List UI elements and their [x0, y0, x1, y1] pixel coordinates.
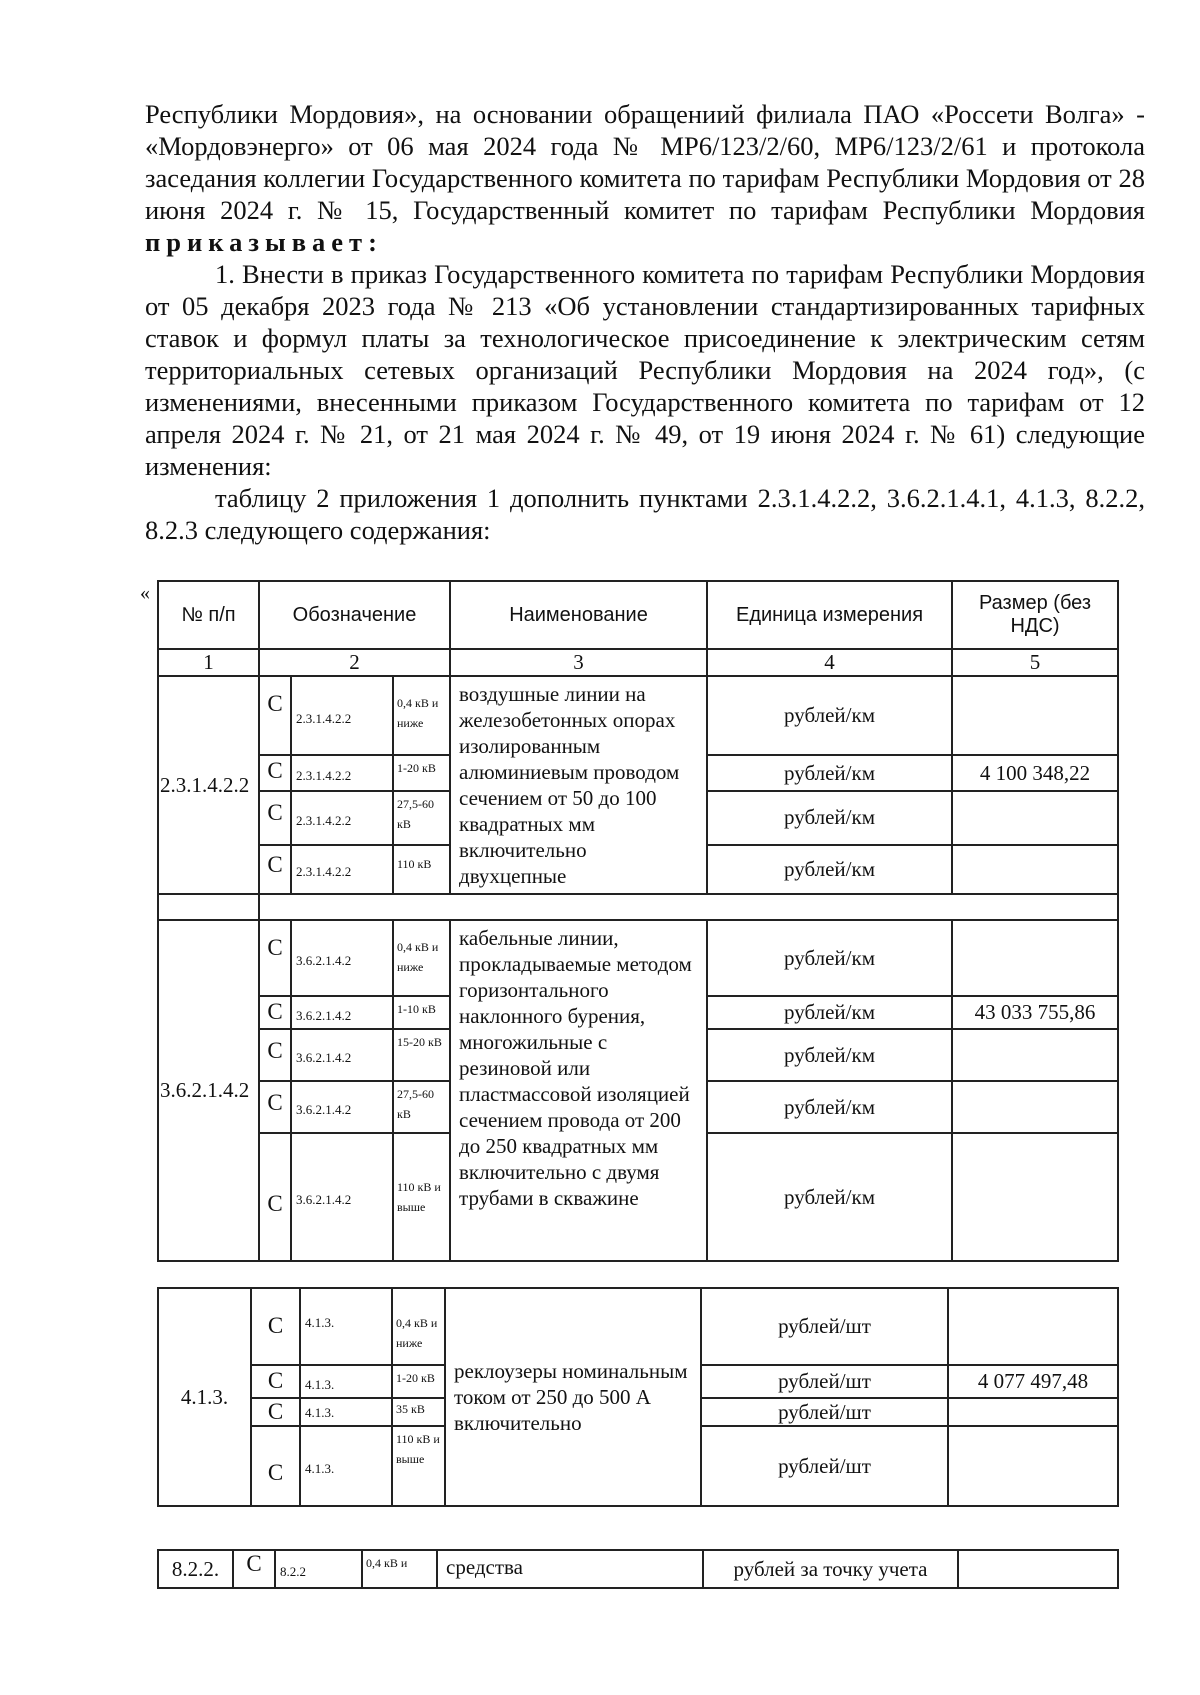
- item-name: средства: [437, 1550, 703, 1588]
- unit: рублей за точку учета: [703, 1550, 958, 1588]
- item-name: кабельные линии, прокладываемые методом горизонтального наклонного бурения, многожильные с резиновой или пластмассовой изоляцией сечением провода от 200 до 250 квадратных мм включительно с двумя трубами в скважине: [450, 920, 707, 1261]
- column-number: 4: [707, 649, 952, 676]
- price: [952, 1029, 1118, 1081]
- unit: рублей/км: [707, 845, 952, 894]
- column-number: 1: [158, 649, 259, 676]
- table-row: [158, 676, 1118, 755]
- price: [952, 676, 1118, 755]
- tariff-table-reclosers: [157, 1287, 1119, 1507]
- voltage-class: 0,4 кВ и ниже: [393, 920, 450, 996]
- designation-letter: С: [259, 755, 291, 791]
- unit: рублей/шт: [701, 1288, 948, 1365]
- designation-code: 8.2.2: [275, 1550, 362, 1588]
- price: 4 077 497,48: [948, 1365, 1118, 1398]
- header-number: № п/п: [158, 581, 259, 649]
- table-row: [158, 1550, 1118, 1588]
- designation-letter: С: [259, 1029, 291, 1081]
- item-name: воздушные линии на железобетонных опорах изолированным алюминиевым проводом сечением от 50 до 100 квадратных мм включительно двухцепные: [450, 676, 707, 894]
- unit: рублей/км: [707, 1081, 952, 1133]
- price: [948, 1426, 1118, 1506]
- tariff-table: [157, 580, 1119, 1262]
- designation-code: 2.3.1.4.2.2: [291, 791, 393, 844]
- designation-code: 3.6.2.1.4.2: [291, 1029, 393, 1081]
- voltage-class: 110 кВ: [393, 845, 450, 894]
- unit: рублей/км: [707, 676, 952, 755]
- table-header-row: [158, 581, 1118, 649]
- table-row: [158, 920, 1118, 996]
- voltage-class: 0,4 кВ и ниже: [393, 676, 450, 755]
- tariff-table-metering: [157, 1549, 1119, 1589]
- item-number: 8.2.2.: [158, 1550, 233, 1588]
- designation-code: 3.6.2.1.4.2: [291, 1133, 393, 1261]
- item-number: 2.3.1.4.2.2: [158, 676, 259, 894]
- unit: рублей/км: [707, 755, 952, 791]
- price: [952, 1133, 1118, 1261]
- price: [952, 791, 1118, 844]
- separator-cell: [259, 894, 1118, 920]
- unit: рублей/км: [707, 920, 952, 996]
- column-number: 5: [952, 649, 1118, 676]
- designation-code: 3.6.2.1.4.2: [291, 996, 393, 1029]
- price: [948, 1288, 1118, 1365]
- column-number: 3: [450, 649, 707, 676]
- designation-code: 2.3.1.4.2.2: [291, 755, 393, 791]
- voltage-class: 0,4 кВ и ниже: [392, 1288, 445, 1365]
- voltage-class: 1-10 кВ: [393, 996, 450, 1029]
- designation-letter: С: [259, 920, 291, 996]
- designation-letter: С: [251, 1398, 300, 1426]
- unit: рублей/шт: [701, 1426, 948, 1506]
- designation-code: 4.1.3.: [300, 1365, 392, 1398]
- designation-letter: С: [251, 1426, 300, 1506]
- header-name: Наименование: [450, 581, 707, 649]
- voltage-class: 110 кВ и выше: [393, 1133, 450, 1261]
- separator-row: [158, 894, 1118, 920]
- header-size: Размер (без НДС): [952, 581, 1118, 649]
- voltage-class: 15-20 кВ: [393, 1029, 450, 1081]
- header-designation: Обозначение: [259, 581, 450, 649]
- voltage-class: 1-20 кВ: [392, 1365, 445, 1398]
- intro-paragraph-1: [145, 98, 1145, 258]
- designation-code: 2.3.1.4.2.2: [291, 676, 393, 755]
- designation-letter: С: [259, 791, 291, 844]
- designation-code: 4.1.3.: [300, 1426, 392, 1506]
- designation-letter: С: [233, 1550, 275, 1588]
- separator-cell: [158, 894, 259, 920]
- item-number: 4.1.3.: [158, 1288, 251, 1506]
- designation-letter: С: [251, 1288, 300, 1365]
- unit: рублей/км: [707, 791, 952, 844]
- designation-letter: С: [251, 1365, 300, 1398]
- designation-code: 4.1.3.: [300, 1398, 392, 1426]
- unit: рублей/км: [707, 1133, 952, 1261]
- item-number: 3.6.2.1.4.2: [158, 920, 259, 1261]
- voltage-class: 27,5-60 кВ: [393, 791, 450, 844]
- designation-letter: С: [259, 845, 291, 894]
- unit: рублей/шт: [701, 1398, 948, 1426]
- price: [952, 845, 1118, 894]
- designation-letter: С: [259, 1081, 291, 1133]
- orders-word: приказывает:: [145, 227, 383, 257]
- item-name: реклоузеры номинальным током от 250 до 500 А включительно: [445, 1288, 701, 1506]
- price: [948, 1398, 1118, 1426]
- designation-letter: С: [259, 996, 291, 1029]
- unit: рублей/шт: [701, 1365, 948, 1398]
- price: [952, 1081, 1118, 1133]
- column-number: 2: [259, 649, 450, 676]
- voltage-class: 1-20 кВ: [393, 755, 450, 791]
- voltage-class: 27,5-60 кВ: [393, 1081, 450, 1133]
- designation-code: 2.3.1.4.2.2: [291, 845, 393, 894]
- column-number-row: [158, 649, 1118, 676]
- price: [952, 920, 1118, 996]
- designation-letter: С: [259, 1133, 291, 1261]
- intro-paragraph-2: 1. Внести в приказ Государственного комитета по тарифам Республики Мордовия от 05 декабря 2023 года № 213 «Об установлении стандартизированных тарифных ставок и формул платы за технологическое присоединение к электрическим сетям территориальных сетевых организаций Республики Мордовия на 2024 год», (с изменениями, внесенными приказом Государственного комитета по тарифам от 12 апреля 2024 г. № 21, от 21 мая 2024 г. № 49, от 19 июня 2024 г. № 61) следующие изменения:: [145, 259, 1145, 481]
- voltage-class: 35 кВ: [392, 1398, 445, 1426]
- voltage-class: 0,4 кВ и: [362, 1550, 437, 1588]
- table-row: [158, 1288, 1118, 1365]
- open-quote: «: [140, 582, 150, 604]
- header-unit: Единица измерения: [707, 581, 952, 649]
- unit: рублей/км: [707, 996, 952, 1029]
- designation-code: 3.6.2.1.4.2: [291, 1081, 393, 1133]
- designation-code: 3.6.2.1.4.2: [291, 920, 393, 996]
- unit: рублей/км: [707, 1029, 952, 1081]
- voltage-class: 110 кВ и выше: [392, 1426, 445, 1506]
- intro-paragraph-3: таблицу 2 приложения 1 дополнить пунктами 2.3.1.4.2.2, 3.6.2.1.4.1, 4.1.3, 8.2.2, 8.2.3 следующего содержания:: [145, 483, 1145, 545]
- price: 43 033 755,86: [952, 996, 1118, 1029]
- price: 4 100 348,22: [952, 755, 1118, 791]
- price: [958, 1550, 1118, 1588]
- intro-paragraph-1-text: Республики Мордовия», на основании обращениий филиала ПАО «Россети Волга» - «Мордовэнерго» от 06 мая 2024 года № МР6/123/2/60, МР6/123/2/61 и протокола заседания коллегии Государственного комитета по тарифам Республики Мордовия от 28 июня 2024 г. № 15, Государственный комитет по тарифам Республики Мордовия: [145, 99, 1145, 225]
- designation-code: 4.1.3.: [300, 1288, 392, 1365]
- designation-letter: С: [259, 676, 291, 755]
